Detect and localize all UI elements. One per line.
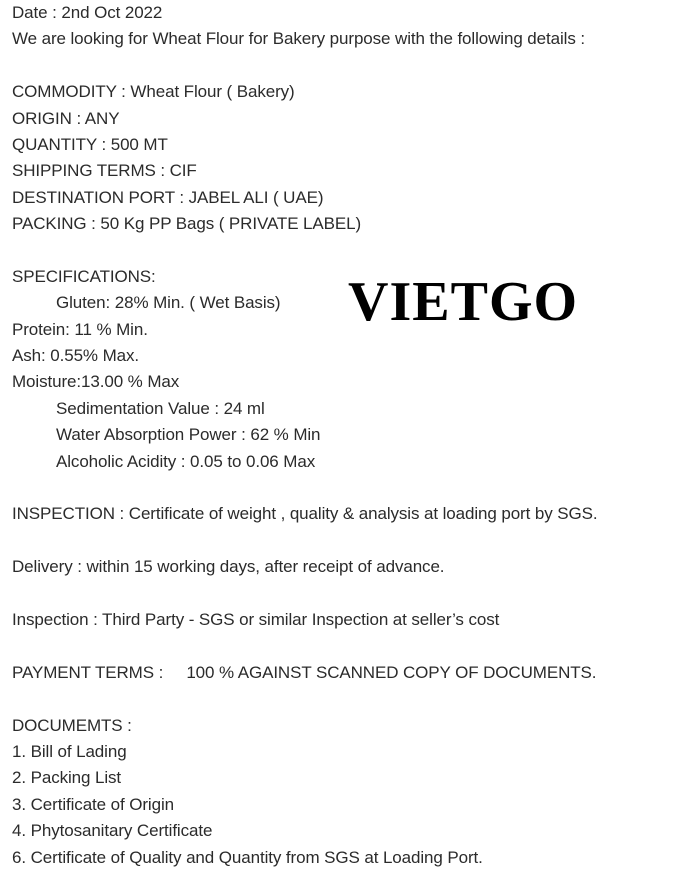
spacer	[12, 633, 697, 659]
delivery-line: Delivery : within 15 working days, after receipt of advance.	[12, 557, 445, 577]
spec-gluten: Gluten: 28% Min. ( Wet Basis)	[56, 293, 281, 313]
commodity-line: COMMODITY : Wheat Flour ( Bakery)	[12, 82, 295, 102]
inspection-third-party-line: Inspection : Third Party - SGS or similar Inspection at seller’s cost	[12, 609, 500, 629]
document-item: 2. Packing List	[12, 768, 122, 788]
spec-protein: Protein: 11 % Min.	[12, 319, 148, 339]
spacer	[12, 53, 697, 79]
spacer	[12, 475, 697, 501]
spec-ash: Ash: 0.55% Max.	[12, 346, 140, 366]
spec-alcoholic-acidity: Alcoholic Acidity : 0.05 to 0.06 Max	[56, 451, 316, 471]
spacer	[12, 581, 697, 607]
document-item: 6. Certificate of Quality and Quantity from SGS at Loading Port.	[12, 847, 483, 867]
quantity-line: QUANTITY : 500 MT	[12, 134, 168, 154]
payment-terms-line: PAYMENT TERMS : 100 % AGAINST SCANNED COPY OF DOCUMENTS.	[12, 662, 597, 682]
documents-heading: DOCUMEMTS :	[12, 715, 132, 735]
document-item: 4. Phytosanitary Certificate	[12, 821, 213, 841]
spacer	[12, 238, 697, 264]
spacer	[12, 686, 697, 712]
shipping-terms-line: SHIPPING TERMS : CIF	[12, 161, 197, 181]
date-line: Date : 2nd Oct 2022	[12, 3, 163, 22]
origin-line: ORIGIN : ANY	[12, 108, 120, 128]
spec-water-absorption: Water Absorption Power : 62 % Min	[56, 425, 321, 445]
inspection-certificate-line: INSPECTION : Certificate of weight , quality & analysis at loading port by SGS.	[12, 504, 598, 524]
destination-port-line: DESTINATION PORT : JABEL ALI ( UAE)	[12, 187, 324, 207]
document-item: 3. Certificate of Origin	[12, 794, 174, 814]
inquiry-document	[12, 0, 697, 871]
spacer	[12, 528, 697, 554]
vietgo-watermark: VIETGO	[348, 271, 579, 333]
intro-line: We are looking for Wheat Flour for Bakery purpose with the following details :	[12, 29, 585, 49]
packing-line: PACKING : 50 Kg PP Bags ( PRIVATE LABEL)	[12, 214, 362, 234]
spec-moisture: Moisture:13.00 % Max	[12, 372, 180, 392]
spec-sedimentation: Sedimentation Value : 24 ml	[56, 398, 265, 418]
document-item: 1. Bill of Lading	[12, 741, 127, 761]
specifications-heading: SPECIFICATIONS:	[12, 266, 156, 286]
